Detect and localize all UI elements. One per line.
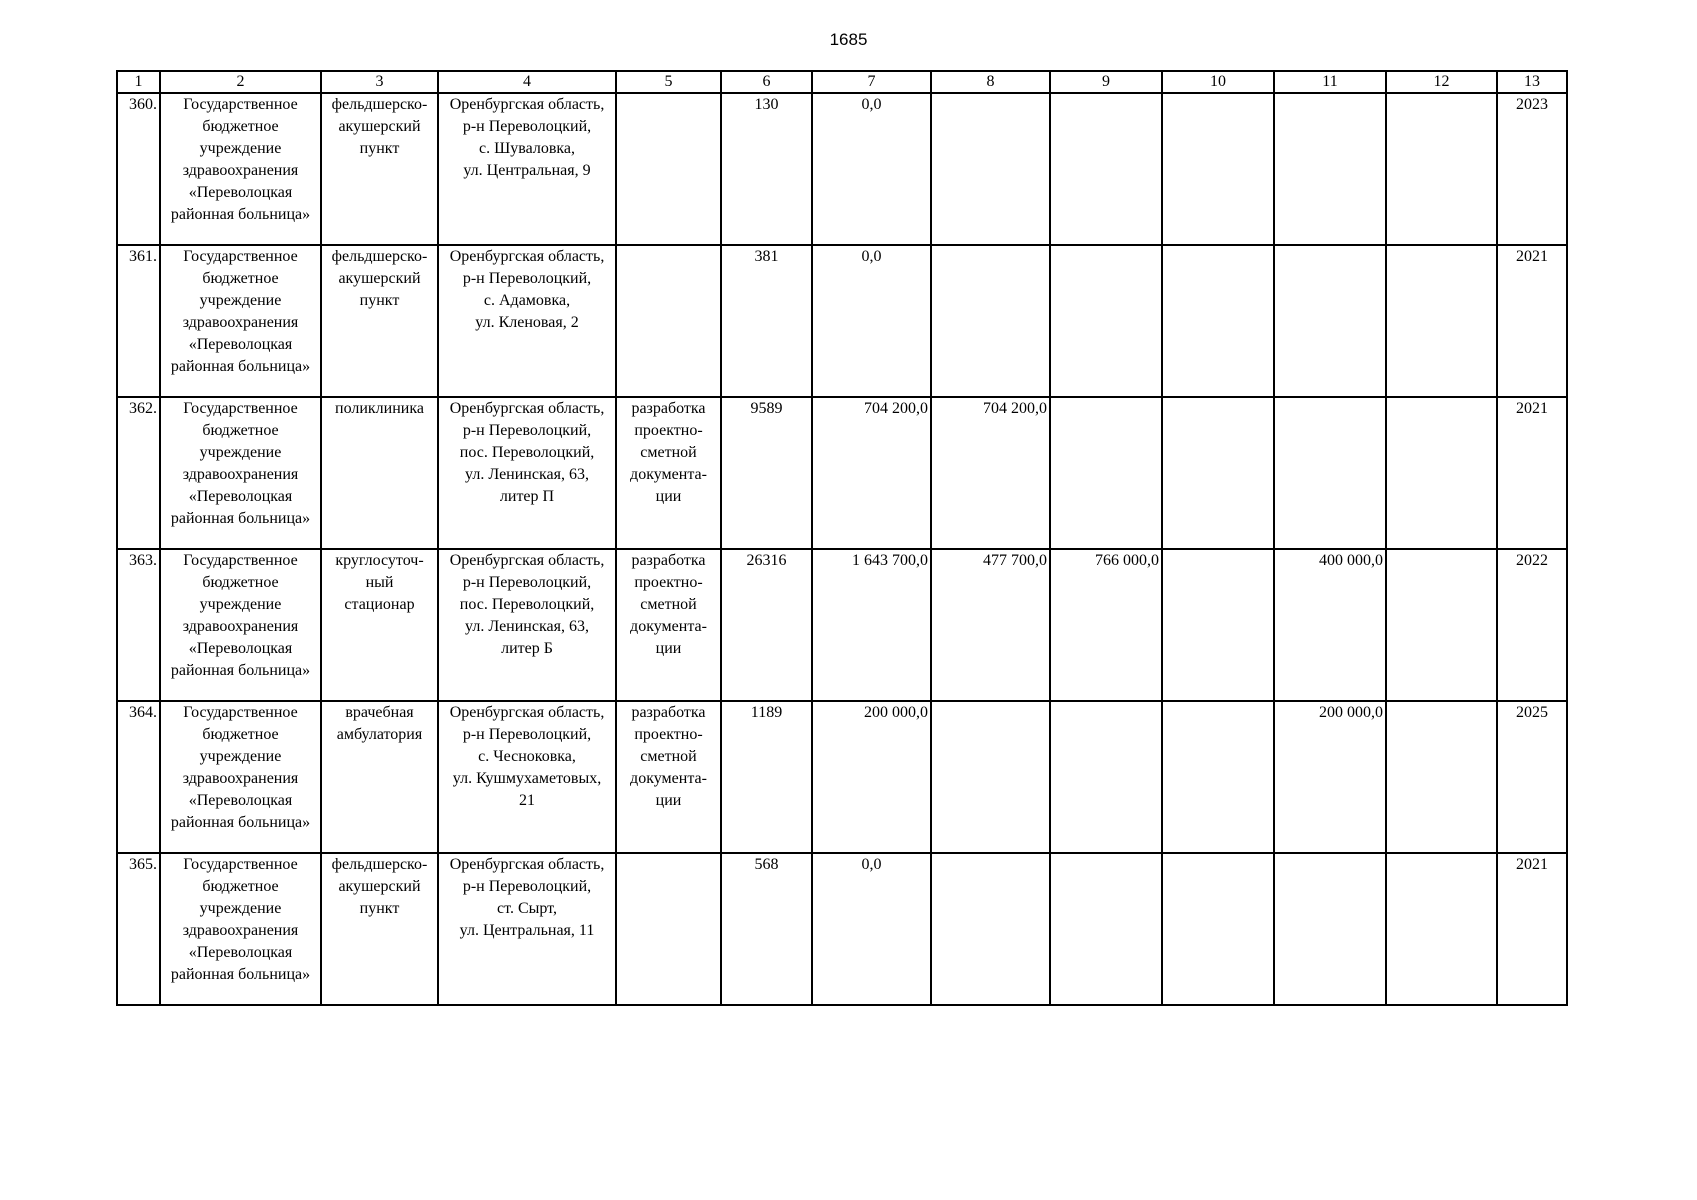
col7-cell: 1 643 700,0 [812,549,931,701]
work-type-cell: разработка проектно- сметной документа- ции [616,397,721,549]
address-cell: Оренбургская область, р-н Переволоцкий, с. Шуваловка, ул. Центральная, 9 [438,93,616,245]
col11-cell [1274,397,1386,549]
col10-cell [1162,397,1274,549]
column-header: 1 [117,71,160,93]
col11-cell: 200 000,0 [1274,701,1386,853]
col11-cell: 400 000,0 [1274,549,1386,701]
work-type-cell [616,93,721,245]
col9-cell [1050,245,1162,397]
address-cell: Оренбургская область, р-н Переволоцкий, ст. Сырт, ул. Центральная, 11 [438,853,616,1005]
col10-cell [1162,853,1274,1005]
row-number: 363. [117,549,160,701]
col8-cell [931,93,1050,245]
column-header: 11 [1274,71,1386,93]
column-header: 10 [1162,71,1274,93]
col7-cell: 0,0 [812,245,931,397]
column-header: 5 [616,71,721,93]
table-row [117,397,1567,549]
organization-cell: Государственное бюджетное учреждение здравоохранения «Переволоцкая районная больница» [160,549,321,701]
col10-cell [1162,93,1274,245]
col6-cell: 130 [721,93,812,245]
col11-cell [1274,853,1386,1005]
column-header: 3 [321,71,438,93]
row-number: 361. [117,245,160,397]
col9-cell [1050,701,1162,853]
work-type-cell: разработка проектно- сметной документа- ции [616,549,721,701]
facility-type-cell: поликлиника [321,397,438,549]
page-number: 1685 [829,30,868,49]
facilities-table [116,70,1568,1006]
col12-cell [1386,93,1497,245]
organization-cell: Государственное бюджетное учреждение здравоохранения «Переволоцкая районная больница» [160,397,321,549]
column-header: 12 [1386,71,1497,93]
row-number: 364. [117,701,160,853]
col9-cell [1050,397,1162,549]
year-cell: 2021 [1497,853,1567,1005]
col12-cell [1386,549,1497,701]
year-cell: 2021 [1497,397,1567,549]
column-header: 13 [1497,71,1567,93]
table-row [117,549,1567,701]
col11-cell [1274,93,1386,245]
column-header: 6 [721,71,812,93]
col10-cell [1162,245,1274,397]
row-number: 362. [117,397,160,549]
col7-cell: 200 000,0 [812,701,931,853]
table-row [117,701,1567,853]
col12-cell [1386,397,1497,549]
column-header: 4 [438,71,616,93]
address-cell: Оренбургская область, р-н Переволоцкий, с. Чесноковка, ул. Кушмухаметовых, 21 [438,701,616,853]
table-row [117,93,1567,245]
table-row [117,853,1567,1005]
col12-cell [1386,245,1497,397]
col6-cell: 9589 [721,397,812,549]
address-cell: Оренбургская область, р-н Переволоцкий, пос. Переволоцкий, ул. Ленинская, 63, литер П [438,397,616,549]
col10-cell [1162,701,1274,853]
column-header: 8 [931,71,1050,93]
col12-cell [1386,701,1497,853]
col10-cell [1162,549,1274,701]
col7-cell: 0,0 [812,93,931,245]
col12-cell [1386,853,1497,1005]
row-number: 365. [117,853,160,1005]
col8-cell [931,701,1050,853]
work-type-cell: разработка проектно- сметной документа- ции [616,701,721,853]
col8-cell [931,245,1050,397]
year-cell: 2023 [1497,93,1567,245]
facility-type-cell: фельдшерско- акушерский пункт [321,93,438,245]
col9-cell [1050,93,1162,245]
table-row [117,245,1567,397]
col9-cell [1050,853,1162,1005]
year-cell: 2021 [1497,245,1567,397]
col11-cell [1274,245,1386,397]
col6-cell: 568 [721,853,812,1005]
organization-cell: Государственное бюджетное учреждение здравоохранения «Переволоцкая районная больница» [160,93,321,245]
address-cell: Оренбургская область, р-н Переволоцкий, пос. Переволоцкий, ул. Ленинская, 63, литер Б [438,549,616,701]
organization-cell: Государственное бюджетное учреждение здравоохранения «Переволоцкая районная больница» [160,701,321,853]
col8-cell: 477 700,0 [931,549,1050,701]
column-number-row [117,71,1567,93]
row-number: 360. [117,93,160,245]
column-header: 9 [1050,71,1162,93]
column-header: 2 [160,71,321,93]
address-cell: Оренбургская область, р-н Переволоцкий, с. Адамовка, ул. Кленовая, 2 [438,245,616,397]
year-cell: 2025 [1497,701,1567,853]
facility-type-cell: врачебная амбулатория [321,701,438,853]
col8-cell: 704 200,0 [931,397,1050,549]
col9-cell: 766 000,0 [1050,549,1162,701]
col6-cell: 1189 [721,701,812,853]
col8-cell [931,853,1050,1005]
work-type-cell [616,245,721,397]
facility-type-cell: фельдшерско- акушерский пункт [321,853,438,1005]
organization-cell: Государственное бюджетное учреждение здравоохранения «Переволоцкая районная больница» [160,853,321,1005]
work-type-cell [616,853,721,1005]
organization-cell: Государственное бюджетное учреждение здравоохранения «Переволоцкая районная больница» [160,245,321,397]
col7-cell: 0,0 [812,853,931,1005]
col7-cell: 704 200,0 [812,397,931,549]
col6-cell: 381 [721,245,812,397]
col6-cell: 26316 [721,549,812,701]
year-cell: 2022 [1497,549,1567,701]
facility-type-cell: круглосуточ- ный стационар [321,549,438,701]
facility-type-cell: фельдшерско- акушерский пункт [321,245,438,397]
column-header: 7 [812,71,931,93]
